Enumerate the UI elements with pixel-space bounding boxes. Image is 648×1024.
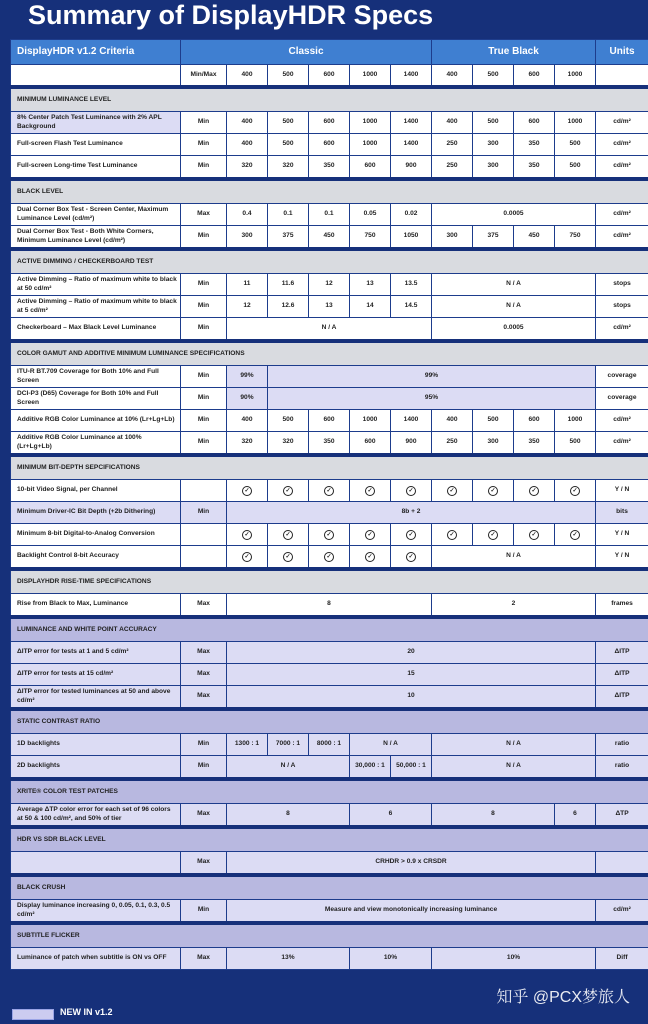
dtp-value: 6 bbox=[555, 804, 596, 828]
subheader-row bbox=[11, 65, 648, 88]
unit-value: ΔTP bbox=[596, 804, 648, 828]
minmax-value: Min bbox=[181, 734, 227, 756]
minmax-value: Min bbox=[181, 156, 227, 180]
table-row bbox=[11, 900, 648, 924]
bit-depth-value: 8b + 2 bbox=[227, 502, 596, 524]
minmax-value: Max bbox=[181, 204, 227, 226]
unit-value: cd/m² bbox=[596, 134, 648, 156]
classic-value: 0.02 bbox=[391, 204, 432, 226]
check-icon: ✓ bbox=[242, 486, 252, 496]
itp-value: 10 bbox=[227, 686, 596, 710]
minmax-value: Min bbox=[181, 318, 227, 342]
flicker-value: 10% bbox=[432, 948, 596, 970]
table-row bbox=[11, 226, 648, 250]
true-black-value: 250 bbox=[432, 134, 473, 156]
classic-value: 900 bbox=[391, 156, 432, 180]
check-icon: ✓ bbox=[242, 530, 252, 540]
true-black-value: 250 bbox=[432, 432, 473, 456]
criterion-label: 2D backlights bbox=[11, 756, 181, 780]
criterion-label: Full-screen Flash Test Luminance bbox=[11, 134, 181, 156]
unit-value: coverage bbox=[596, 366, 648, 388]
minmax-value: Min bbox=[181, 502, 227, 524]
minmax-value bbox=[181, 546, 227, 570]
section-title: HDR VS SDR BLACK LEVEL bbox=[11, 827, 648, 852]
classic-value: 0.05 bbox=[350, 204, 391, 226]
criterion-label: Additive RGB Color Luminance at 10% (Lr+Lg+Lb) bbox=[11, 410, 181, 432]
table-row bbox=[11, 686, 648, 710]
tier-header: 1000 bbox=[555, 65, 596, 88]
true-black-value: 350 bbox=[514, 432, 555, 456]
section-title: DISPLAYHDR RISE-TIME SPECIFICATIONS bbox=[11, 569, 648, 594]
true-black-value: N / A bbox=[432, 274, 596, 296]
section-header bbox=[11, 617, 648, 642]
tier-header: 600 bbox=[309, 65, 350, 88]
unit-value: stops bbox=[596, 274, 648, 296]
contrast-value: 8000 : 1 bbox=[309, 734, 350, 756]
section-title: BLACK CRUSH bbox=[11, 875, 648, 900]
table-row bbox=[11, 274, 648, 296]
dtp-value: 6 bbox=[350, 804, 432, 828]
unit-value: cd/m² bbox=[596, 156, 648, 180]
table-row bbox=[11, 112, 648, 134]
classic-value: 1050 bbox=[391, 226, 432, 250]
classic-value: 375 bbox=[268, 226, 309, 250]
contrast-value: 1300 : 1 bbox=[227, 734, 268, 756]
true-black-value: 350 bbox=[514, 156, 555, 180]
minmax-value: Max bbox=[181, 948, 227, 970]
true-black-value: 0.0005 bbox=[432, 318, 596, 342]
flicker-value: 13% bbox=[227, 948, 350, 970]
unit-value: Y / N bbox=[596, 480, 648, 502]
section-title: SUBTITLE FLICKER bbox=[11, 923, 648, 948]
classic-value: 350 bbox=[309, 156, 350, 180]
itp-value: 20 bbox=[227, 642, 596, 664]
unit-value: Y / N bbox=[596, 524, 648, 546]
criterion-label bbox=[11, 852, 181, 876]
minmax-value bbox=[181, 480, 227, 502]
true-black-value: 300 bbox=[432, 226, 473, 250]
check-icon: ✓ bbox=[488, 530, 498, 540]
tier-header: 1400 bbox=[391, 65, 432, 88]
minmax-value: Min bbox=[181, 226, 227, 250]
section-title: STATIC CONTRAST RATIO bbox=[11, 709, 648, 734]
minmax-value bbox=[181, 524, 227, 546]
tier-header: 500 bbox=[268, 65, 309, 88]
tier-header: 400 bbox=[227, 65, 268, 88]
check-icon: ✓ bbox=[529, 530, 539, 540]
criterion-label: Minimum Driver-IC Bit Depth (+2b Dithering) bbox=[11, 502, 181, 524]
classic-value: 450 bbox=[309, 226, 350, 250]
minmax-value: Max bbox=[181, 642, 227, 664]
minmax-value: Min bbox=[181, 388, 227, 410]
criterion-label: Luminance of patch when subtitle is ON vs OFF bbox=[11, 948, 181, 970]
criterion-label: ΔITP error for tests at 15 cd/m² bbox=[11, 664, 181, 686]
classic-value: 500 bbox=[268, 134, 309, 156]
table-row bbox=[11, 642, 648, 664]
criterion-label: Backlight Control 8-bit Accuracy bbox=[11, 546, 181, 570]
unit-value: ratio bbox=[596, 734, 648, 756]
unit-value: cd/m² bbox=[596, 318, 648, 342]
coverage-value: 99% bbox=[268, 366, 596, 388]
section-header bbox=[11, 569, 648, 594]
unit-value: Y / N bbox=[596, 546, 648, 570]
true-black-value: 750 bbox=[555, 226, 596, 250]
classic-value: 14 bbox=[350, 296, 391, 318]
true-black-value: 500 bbox=[555, 134, 596, 156]
section-title: BLACK LEVEL bbox=[11, 179, 648, 204]
unit-value: stops bbox=[596, 296, 648, 318]
true-black-value: 0.0005 bbox=[432, 204, 596, 226]
dtp-value: 8 bbox=[432, 804, 555, 828]
header-row bbox=[11, 40, 648, 65]
section-header bbox=[11, 249, 648, 274]
criterion-label: Full-screen Long-time Test Luminance bbox=[11, 156, 181, 180]
check-icon: ✓ bbox=[488, 486, 498, 496]
criterion-label: Dual Corner Box Test - Screen Center, Maximum Luminance Level (cd/m²) bbox=[11, 204, 181, 226]
page-title: Summary of DisplayHDR Specs bbox=[28, 0, 434, 30]
true-black-value: 450 bbox=[514, 226, 555, 250]
true-black-value: 600 bbox=[514, 112, 555, 134]
table-row bbox=[11, 156, 648, 180]
section-title: LUMINANCE AND WHITE POINT ACCURACY bbox=[11, 617, 648, 642]
minmax-value: Min bbox=[181, 432, 227, 456]
table-row bbox=[11, 594, 648, 618]
check-icon: ✓ bbox=[242, 552, 252, 562]
table-row bbox=[11, 546, 648, 570]
section-title: XRITE® COLOR TEST PATCHES bbox=[11, 779, 648, 804]
classic-value: 400 bbox=[227, 112, 268, 134]
unit-value: Diff bbox=[596, 948, 648, 970]
table-row bbox=[11, 480, 648, 502]
check-icon: ✓ bbox=[529, 486, 539, 496]
unit-value: coverage bbox=[596, 388, 648, 410]
contrast-value: 7000 : 1 bbox=[268, 734, 309, 756]
classic-value: 1000 bbox=[350, 410, 391, 432]
criterion-label: 10-bit Video Signal, per Channel bbox=[11, 480, 181, 502]
legend-swatch bbox=[12, 1009, 54, 1020]
classic-value: 320 bbox=[227, 156, 268, 180]
unit-value: ΔITP bbox=[596, 664, 648, 686]
classic-value: 1400 bbox=[391, 134, 432, 156]
criteria-header: DisplayHDR v1.2 Criteria bbox=[11, 40, 181, 65]
table-row bbox=[11, 410, 648, 432]
unit-value bbox=[596, 852, 648, 876]
check-icon: ✓ bbox=[283, 552, 293, 562]
minmax-value: Min bbox=[181, 410, 227, 432]
classic-value: 300 bbox=[227, 226, 268, 250]
table-row bbox=[11, 664, 648, 686]
table-row bbox=[11, 804, 648, 828]
classic-value: 400 bbox=[227, 134, 268, 156]
classic-value: 1000 bbox=[350, 134, 391, 156]
classic-value: 1400 bbox=[391, 410, 432, 432]
unit-value: frames bbox=[596, 594, 648, 618]
table-row bbox=[11, 388, 648, 410]
minmax-value: Min bbox=[181, 112, 227, 134]
true-black-value: 600 bbox=[514, 410, 555, 432]
classic-value: 600 bbox=[309, 112, 350, 134]
classic-value: 13.5 bbox=[391, 274, 432, 296]
check-icon: ✓ bbox=[406, 486, 416, 496]
section-title: COLOR GAMUT AND ADDITIVE MINIMUM LUMINANCE SPECIFICATIONS bbox=[11, 341, 648, 366]
section-header bbox=[11, 341, 648, 366]
unit-value: cd/m² bbox=[596, 432, 648, 456]
contrast-value: 50,000 : 1 bbox=[391, 756, 432, 780]
classic-value: 12 bbox=[227, 296, 268, 318]
true-black-value: N / A bbox=[432, 734, 596, 756]
true-black-value: 500 bbox=[555, 432, 596, 456]
classic-value: 400 bbox=[227, 410, 268, 432]
check-icon: ✓ bbox=[324, 486, 334, 496]
classic-value: 13 bbox=[350, 274, 391, 296]
true-black-value: 300 bbox=[473, 156, 514, 180]
true-black-value: N / A bbox=[432, 546, 596, 570]
criterion-label: ITU-R BT.709 Coverage for Both 10% and Full Screen bbox=[11, 366, 181, 388]
criterion-label: Active Dimming – Ratio of maximum white to black at 5 cd/m² bbox=[11, 296, 181, 318]
criterion-label: Minimum 8-bit Digital-to-Analog Conversion bbox=[11, 524, 181, 546]
tier-header: 500 bbox=[473, 65, 514, 88]
table-row bbox=[11, 852, 648, 876]
true-black-value: 350 bbox=[514, 134, 555, 156]
table-row bbox=[11, 524, 648, 546]
check-icon: ✓ bbox=[283, 486, 293, 496]
contrast-value: N / A bbox=[227, 756, 350, 780]
unit-value: cd/m² bbox=[596, 900, 648, 924]
unit-value: ratio bbox=[596, 756, 648, 780]
check-icon: ✓ bbox=[447, 486, 457, 496]
minmax-value: Max bbox=[181, 664, 227, 686]
minmax-value: Min bbox=[181, 274, 227, 296]
true-black-value: 250 bbox=[432, 156, 473, 180]
table-row bbox=[11, 296, 648, 318]
section-title: MINIMUM BIT-DEPTH SEPCIFICATIONS bbox=[11, 455, 648, 480]
section-header bbox=[11, 923, 648, 948]
classic-value: 600 bbox=[350, 432, 391, 456]
table-row bbox=[11, 432, 648, 456]
check-icon: ✓ bbox=[406, 552, 416, 562]
minmax-value: Min bbox=[181, 296, 227, 318]
section-title: ACTIVE DIMMING / CHECKERBOARD TEST bbox=[11, 249, 648, 274]
minmax-value: Min bbox=[181, 756, 227, 780]
criterion-label: 8% Center Patch Test Luminance with 2% APL Background bbox=[11, 112, 181, 134]
table-row bbox=[11, 734, 648, 756]
criterion-label: Additive RGB Color Luminance at 100% (Lr+Lg+Lb) bbox=[11, 432, 181, 456]
classic-value: 600 bbox=[309, 410, 350, 432]
classic-value: 1000 bbox=[350, 112, 391, 134]
tier-header: 600 bbox=[514, 65, 555, 88]
section-header bbox=[11, 179, 648, 204]
true-black-value: 500 bbox=[473, 112, 514, 134]
check-icon: ✓ bbox=[570, 530, 580, 540]
classic-value: 13 bbox=[309, 296, 350, 318]
classic-value: 11.6 bbox=[268, 274, 309, 296]
criterion-label: 1D backlights bbox=[11, 734, 181, 756]
classic-value: 500 bbox=[268, 410, 309, 432]
classic-value: 11 bbox=[227, 274, 268, 296]
check-icon: ✓ bbox=[283, 530, 293, 540]
classic-value: 750 bbox=[350, 226, 391, 250]
classic-value: 900 bbox=[391, 432, 432, 456]
classic-value: 320 bbox=[268, 156, 309, 180]
watermark: 知乎 @PCX梦旅人 bbox=[496, 989, 630, 1006]
unit-value: cd/m² bbox=[596, 226, 648, 250]
true-black-value: 375 bbox=[473, 226, 514, 250]
check-icon: ✓ bbox=[406, 530, 416, 540]
unit-value: bits bbox=[596, 502, 648, 524]
flicker-value: 10% bbox=[350, 948, 432, 970]
criterion-label: ΔITP error for tested luminances at 50 and above cd/m² bbox=[11, 686, 181, 710]
minmax-value: Max bbox=[181, 852, 227, 876]
check-icon: ✓ bbox=[324, 552, 334, 562]
black-crush-requirement: Measure and view monotonically increasing luminance bbox=[227, 900, 596, 924]
coverage-value: 95% bbox=[268, 388, 596, 410]
true-black-value: 500 bbox=[473, 410, 514, 432]
table-row bbox=[11, 756, 648, 780]
classic-value: 0.1 bbox=[309, 204, 350, 226]
section-header bbox=[11, 827, 648, 852]
true-black-value: 300 bbox=[473, 134, 514, 156]
criterion-label: Display luminance increasing 0, 0.05, 0.1, 0.3, 0.5 cd/m² bbox=[11, 900, 181, 924]
classic-value: 320 bbox=[268, 432, 309, 456]
section-header bbox=[11, 455, 648, 480]
check-icon: ✓ bbox=[365, 486, 375, 496]
classic-value: 500 bbox=[268, 112, 309, 134]
tier-header: 1000 bbox=[350, 65, 391, 88]
table-row bbox=[11, 204, 648, 226]
true-black-value: 400 bbox=[432, 410, 473, 432]
unit-value: cd/m² bbox=[596, 112, 648, 134]
classic-value: 12 bbox=[309, 274, 350, 296]
table-row bbox=[11, 366, 648, 388]
coverage-value: 90% bbox=[227, 388, 268, 410]
check-icon: ✓ bbox=[365, 552, 375, 562]
classic-value: 320 bbox=[227, 432, 268, 456]
specs-table bbox=[10, 39, 648, 970]
classic-value: 1400 bbox=[391, 112, 432, 134]
true-black-value: N / A bbox=[432, 756, 596, 780]
criterion-label: DCI-P3 (D65) Coverage for Both 10% and Full Screen bbox=[11, 388, 181, 410]
table-row bbox=[11, 502, 648, 524]
criterion-label: ΔITP error for tests at 1 and 5 cd/m² bbox=[11, 642, 181, 664]
classic-value: 350 bbox=[309, 432, 350, 456]
check-icon: ✓ bbox=[324, 530, 334, 540]
unit-value: cd/m² bbox=[596, 410, 648, 432]
dtp-value: 8 bbox=[227, 804, 350, 828]
classic-value: 600 bbox=[309, 134, 350, 156]
itp-value: 15 bbox=[227, 664, 596, 686]
check-icon: ✓ bbox=[447, 530, 457, 540]
contrast-value: 30,000 : 1 bbox=[350, 756, 391, 780]
minmax-value: Min bbox=[181, 900, 227, 924]
section-header bbox=[11, 87, 648, 112]
minmax-value: Max bbox=[181, 594, 227, 618]
true-black-value: 300 bbox=[473, 432, 514, 456]
true-black-value: 2 bbox=[432, 594, 596, 618]
section-header bbox=[11, 779, 648, 804]
check-icon: ✓ bbox=[365, 530, 375, 540]
unit-value: ΔITP bbox=[596, 686, 648, 710]
coverage-value: 99% bbox=[227, 366, 268, 388]
contrast-requirement: CRHDR > 0.9 x CRSDR bbox=[227, 852, 596, 876]
units-header: Units bbox=[596, 40, 648, 65]
classic-value: 0.1 bbox=[268, 204, 309, 226]
minmax-value: Max bbox=[181, 686, 227, 710]
true-black-value: 400 bbox=[432, 112, 473, 134]
unit-value: ΔITP bbox=[596, 642, 648, 664]
minmax-value: Min bbox=[181, 366, 227, 388]
classic-value: N / A bbox=[227, 318, 432, 342]
legend-label: NEW IN v1.2 bbox=[60, 1007, 113, 1017]
table-row bbox=[11, 948, 648, 970]
criterion-label: Rise from Black to Max, Luminance bbox=[11, 594, 181, 618]
contrast-value: N / A bbox=[350, 734, 432, 756]
check-icon: ✓ bbox=[570, 486, 580, 496]
criterion-label: Dual Corner Box Test - Both White Corners, Minimum Luminance Level (cd/m²) bbox=[11, 226, 181, 250]
criterion-label: Checkerboard – Max Black Level Luminance bbox=[11, 318, 181, 342]
true-black-header: True Black bbox=[432, 40, 596, 65]
true-black-value: 500 bbox=[555, 156, 596, 180]
section-header bbox=[11, 875, 648, 900]
unit-value: cd/m² bbox=[596, 204, 648, 226]
classic-value: 0.4 bbox=[227, 204, 268, 226]
classic-value: 8 bbox=[227, 594, 432, 618]
section-header bbox=[11, 709, 648, 734]
legend bbox=[0, 1005, 648, 1024]
true-black-value: N / A bbox=[432, 296, 596, 318]
section-title: MINIMUM LUMINANCE LEVEL bbox=[11, 87, 648, 112]
table-row bbox=[11, 318, 648, 342]
classic-header: Classic bbox=[181, 40, 432, 65]
minmax-value: Max bbox=[181, 804, 227, 828]
true-black-value: 1000 bbox=[555, 112, 596, 134]
minmax-value: Min bbox=[181, 134, 227, 156]
criterion-label: Active Dimming – Ratio of maximum white to black at 50 cd/m² bbox=[11, 274, 181, 296]
classic-value: 14.5 bbox=[391, 296, 432, 318]
classic-value: 600 bbox=[350, 156, 391, 180]
true-black-value: 1000 bbox=[555, 410, 596, 432]
minmax-header: Min/Max bbox=[181, 65, 227, 88]
table-row bbox=[11, 134, 648, 156]
tier-header: 400 bbox=[432, 65, 473, 88]
criterion-label: Average ΔTP color error for each set of 96 colors at 50 & 100 cd/m², and 50% of tier bbox=[11, 804, 181, 828]
classic-value: 12.6 bbox=[268, 296, 309, 318]
